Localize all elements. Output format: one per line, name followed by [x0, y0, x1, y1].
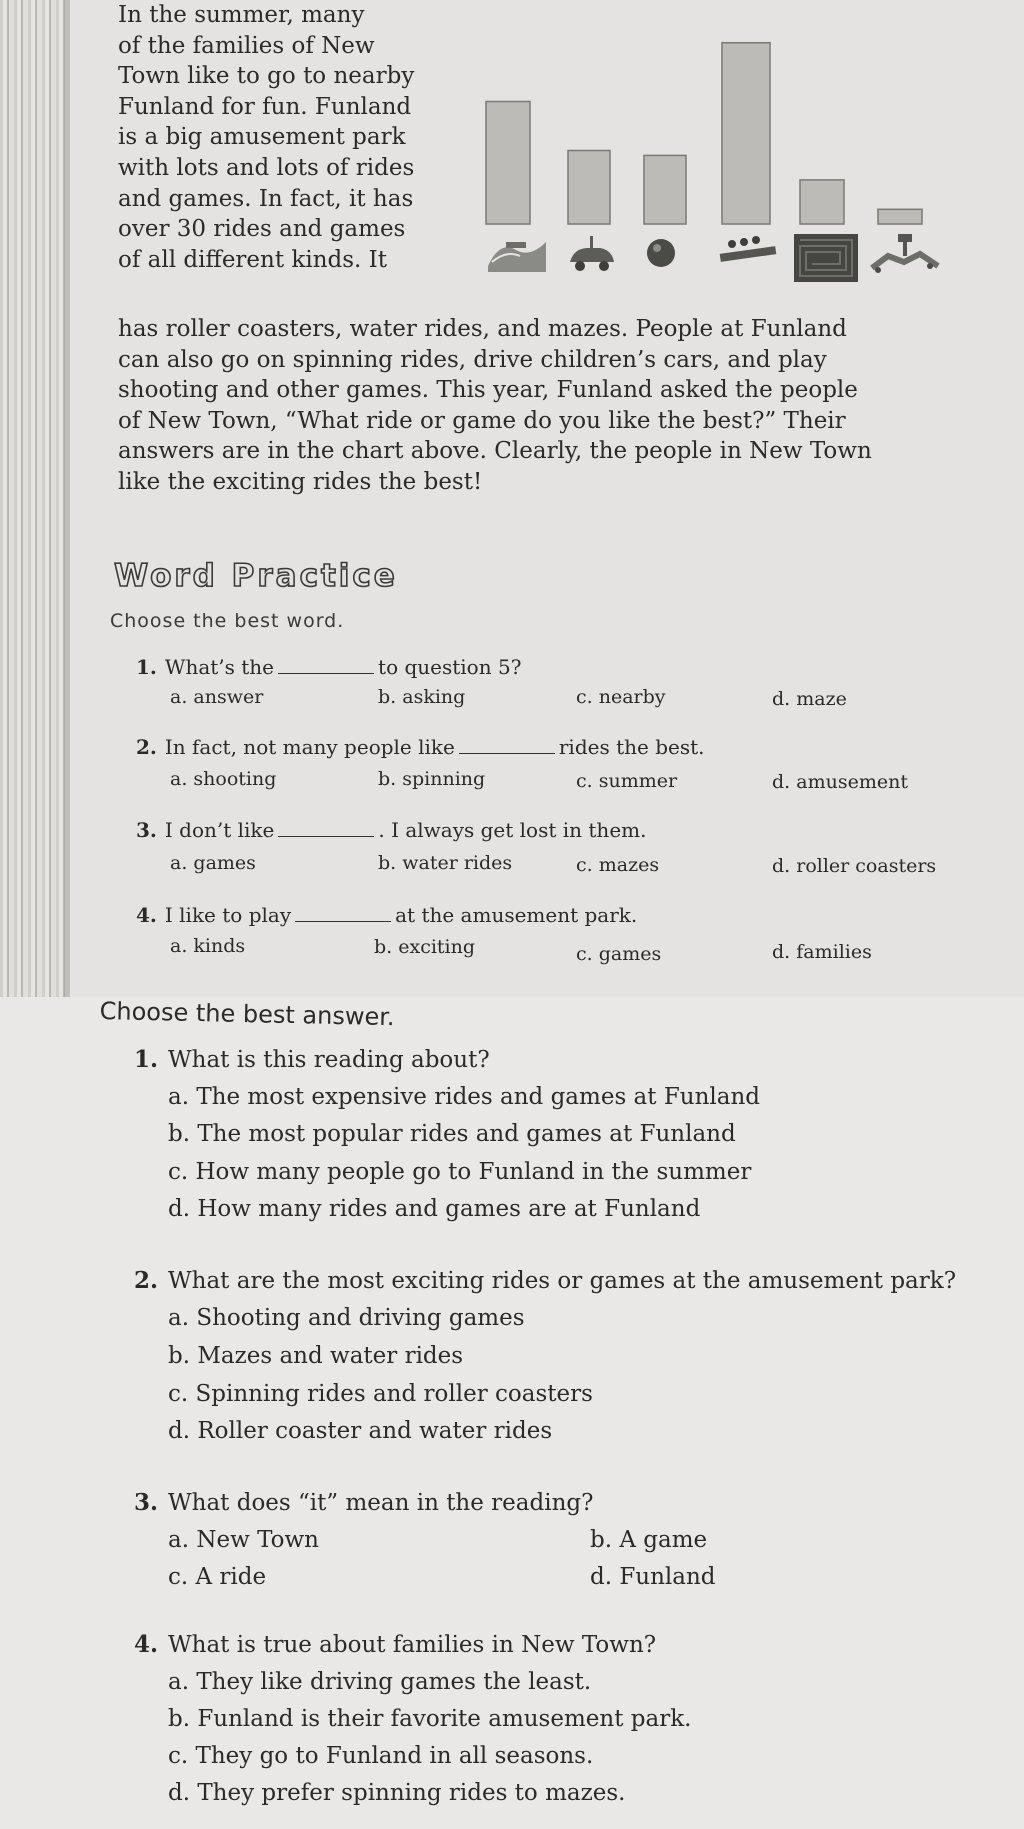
word-option[interactable]: b. spinning [378, 768, 486, 790]
reading-passage-bottom [118, 314, 958, 498]
question-text-after: to question 5? [378, 655, 522, 679]
answer-blank [295, 920, 391, 922]
water-ride-icon [486, 232, 548, 274]
childrens-car-icon [566, 232, 618, 274]
word-option[interactable]: c. mazes [576, 854, 660, 876]
question-text-before: I like to play [164, 903, 292, 927]
answer-option[interactable]: b. Mazes and water rides [168, 1343, 464, 1369]
bar-spinning-rides [878, 209, 922, 224]
word-option[interactable]: d. maze [772, 688, 847, 710]
question-number: 1. [136, 655, 157, 679]
word-practice-instruction: Choose the best word. [110, 610, 345, 632]
answer-option[interactable]: d. Roller coaster and water rides [168, 1418, 553, 1444]
reading-line: like the exciting rides the best! [118, 468, 483, 495]
answer-option[interactable]: d. Funland [590, 1564, 716, 1590]
question-text-before: What’s the [164, 655, 275, 679]
word-option[interactable]: a. kinds [170, 935, 246, 957]
answer-blank [459, 752, 555, 754]
reading-line: answers are in the chart above. Clearly, the people in New Town [118, 438, 872, 465]
answer-option[interactable]: b. Funland is their favorite amusement park. [168, 1706, 692, 1732]
comprehension-question-4 [134, 1631, 656, 1658]
question-number: 2. [136, 735, 157, 759]
question-text: What are the most exciting rides or games at the amusement park? [168, 1268, 957, 1294]
comprehension-question-1 [134, 1046, 490, 1073]
bar-children-s-cars [568, 151, 610, 225]
answer-option[interactable]: c. Spinning rides and roller coasters [168, 1381, 593, 1407]
question-number: 4. [134, 1631, 159, 1658]
word-option[interactable]: a. shooting [170, 768, 277, 790]
rides-popularity-chart [478, 14, 948, 294]
spinning-ride-icon [868, 232, 942, 276]
reading-line: Town like to go to nearby [118, 63, 415, 90]
word-practice-title: Word Practice [114, 558, 398, 594]
word-option[interactable]: c. summer [576, 770, 678, 792]
word-option[interactable]: c. games [576, 943, 662, 965]
question-number: 4. [136, 903, 157, 927]
question-text-after: rides the best. [558, 735, 705, 759]
reading-line: Funland for fun. Funland [118, 93, 412, 120]
maze-icon [794, 234, 858, 282]
answer-option[interactable]: c. They go to Funland in all seasons. [168, 1743, 594, 1769]
question-text: What is true about families in New Town? [168, 1632, 657, 1658]
reading-line: of the families of New [118, 32, 375, 59]
reading-line: has roller coasters, water rides, and mazes. People at Funland [118, 316, 847, 342]
reading-line: over 30 rides and games [118, 216, 406, 243]
answer-option[interactable]: a. New Town [168, 1527, 319, 1553]
question-number: 2. [134, 1267, 159, 1294]
word-option[interactable]: d. roller coasters [772, 855, 937, 877]
word-question-2 [136, 735, 705, 759]
word-question-3 [136, 818, 646, 842]
answer-option[interactable]: b. A game [590, 1527, 708, 1553]
answer-option[interactable]: c. How many people go to Funland in the summer [168, 1159, 752, 1185]
answer-option[interactable]: d. They prefer spinning rides to mazes. [168, 1780, 626, 1806]
answer-blank [278, 835, 374, 837]
question-text-before: I don’t like [164, 818, 275, 842]
word-option[interactable]: d. amusement [772, 771, 908, 793]
book-binding [0, 0, 70, 997]
word-option[interactable]: a. games [170, 852, 256, 874]
answers-instruction: Choose the best answer. [99, 997, 395, 1032]
answer-option[interactable]: d. How many rides and games are at Funland [168, 1196, 701, 1222]
word-question-4 [136, 903, 637, 927]
answer-option[interactable]: a. The most expensive rides and games at Funland [168, 1084, 761, 1110]
reading-line: is a big amusement park [118, 124, 406, 151]
answer-option[interactable]: a. They like driving games the least. [168, 1669, 592, 1695]
reading-line: shooting and other games. This year, Funland asked the people [118, 377, 858, 404]
word-option[interactable]: b. water rides [378, 852, 513, 874]
reading-line: can also go on spinning rides, drive children’s cars, and play [118, 346, 827, 373]
word-option[interactable]: a. answer [170, 686, 264, 708]
comprehension-question-2 [134, 1267, 956, 1294]
question-text-after: . I always get lost in them. [378, 818, 647, 842]
reading-line: In the summer, many [118, 2, 365, 28]
question-text: What does “it” mean in the reading? [168, 1490, 594, 1516]
reading-passage-top [118, 0, 458, 275]
question-number: 1. [134, 1046, 159, 1073]
answer-option[interactable]: a. Shooting and driving games [168, 1305, 525, 1331]
comprehension-question-3 [134, 1489, 593, 1516]
question-text: What is this reading about? [168, 1047, 490, 1073]
reading-line: of New Town, “What ride or game do you like the best?” Their [118, 407, 846, 434]
bar-water-rides [486, 102, 530, 225]
question-number: 3. [134, 1489, 159, 1516]
word-question-1 [136, 655, 521, 679]
reading-line: with lots and lots of rides [118, 154, 415, 181]
bar-roller-coasters [722, 43, 770, 224]
word-option[interactable]: b. asking [378, 686, 466, 708]
answer-option[interactable]: b. The most popular rides and games at Funland [168, 1121, 736, 1147]
bar-mazes [800, 180, 844, 224]
question-text-after: at the amusement park. [395, 903, 638, 927]
word-option[interactable]: c. nearby [576, 686, 666, 708]
answer-option[interactable]: c. A ride [168, 1564, 267, 1590]
reading-line: and games. In fact, it has [118, 185, 414, 212]
word-option[interactable]: b. exciting [374, 936, 476, 958]
question-number: 3. [136, 818, 157, 842]
roller-coaster-icon [718, 230, 778, 266]
word-option[interactable]: d. families [772, 941, 872, 963]
question-text-before: In fact, not many people like [164, 735, 455, 759]
lower-page [0, 997, 1024, 1829]
reading-line: of all different kinds. It [118, 246, 387, 273]
bar-shooting-games [644, 155, 686, 224]
shooting-game-icon [644, 236, 678, 270]
answer-blank [278, 672, 374, 674]
